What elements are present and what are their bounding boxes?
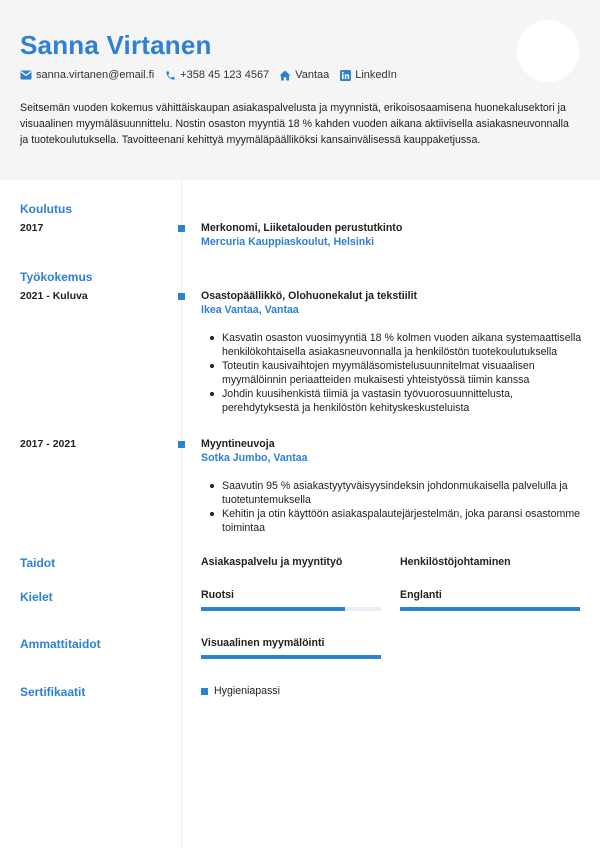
list-item: Toteutin kausivaihtojen myymäläsomistelusuunnitelmat visuaalisen myymälöinnin periaatteiden mukaisesti yhteistyössä tiimin kanssa	[222, 359, 582, 387]
square-bullet-icon	[201, 688, 208, 695]
list-item: Kehitin ja otin käyttöön asiakaspalautejärjestelmän, joka paransi osastomme toimintaa	[222, 508, 581, 534]
experience-date: 2017 - 2021	[20, 438, 77, 450]
contact-location	[279, 69, 329, 81]
language-name: Englanti	[400, 589, 442, 601]
education-school: Mercuria Kauppiaskoulut, Helsinki	[201, 236, 375, 248]
contact-email[interactable]	[20, 69, 154, 81]
envelope-icon	[20, 69, 32, 81]
language-level-fill	[201, 607, 345, 611]
timeline-marker	[178, 293, 185, 300]
professional-skill-level-fill	[201, 655, 381, 659]
email-text: sanna.virtanen@email.fi	[36, 69, 155, 81]
language-level-fill	[400, 607, 580, 611]
language-name: Ruotsi	[201, 589, 234, 601]
list-item: Saavutin 95 % asiakastyytyväisyysindeksin johdonmukaisella palvelulla ja tuotetuntemuksella	[222, 479, 582, 507]
timeline-marker	[178, 225, 185, 232]
skill-item: Henkilöstöjohtaminen	[400, 556, 511, 568]
education-degree: Merkonomi, Liiketalouden perustutkinto	[201, 222, 403, 234]
experience-company: Sotka Jumbo, Vantaa	[201, 452, 308, 464]
professional-skill-name: Visuaalinen myymälöinti	[201, 637, 325, 649]
language-level-bar	[201, 607, 381, 611]
list-item: Kasvatin osaston vuosimyyntiä 18 % kolmen vuoden aikana systemaattisella henkilökohtaisella asiakasneuvonnalla ja henkilöstön tuotekoulutuksella	[222, 332, 582, 358]
certificate-name: Hygieniapassi	[214, 685, 280, 697]
home-icon	[279, 69, 291, 81]
education-date: 2017	[20, 222, 44, 234]
language-level-bar	[400, 607, 580, 611]
section-title-certificates: Sertifikaatit	[20, 685, 86, 699]
candidate-name: Sanna Virtanen	[20, 30, 212, 60]
contact-phone[interactable]	[164, 69, 269, 81]
experience-role: Osastopäällikkö, Olohuonekalut ja tekstiilit	[201, 290, 418, 302]
experience-bullets	[222, 331, 582, 415]
linkedin-text: LinkedIn	[355, 69, 397, 81]
section-title-skills: Taidot	[20, 556, 56, 570]
certificate-item	[201, 685, 280, 697]
contact-row	[20, 69, 407, 81]
contact-linkedin[interactable]	[339, 69, 397, 81]
timeline-marker	[178, 441, 185, 448]
profile-photo-placeholder	[517, 20, 579, 82]
list-item: Johdin kuusihenkistä tiimiä ja vastasin työvuorosuunnittelusta, perehdytyksestä ja henkilöstön kehityskeskusteluista	[222, 387, 582, 415]
header-band	[0, 0, 600, 180]
column-divider	[181, 180, 182, 848]
professional-skill-level-bar	[201, 655, 381, 659]
section-title-experience: Työkokemus	[20, 270, 93, 284]
experience-date: 2021 - Kuluva	[20, 290, 88, 302]
phone-text: +358 45 123 4567	[180, 69, 270, 81]
linkedin-icon	[339, 69, 351, 81]
experience-company: Ikea Vantaa, Vantaa	[201, 304, 299, 316]
profile-summary: Seitsemän vuoden kokemus vähittäiskaupan asiakaspalvelusta ja myynnistä, erikoisosaamisena huonekalusektori ja visuaalinen myymäläsuunnittelu. Nostin osaston myyntiä 18 % kahden vuoden aikana aktiivisella asiakasneuvonnalla ja tuotekoulutuksella. Tavoitteenani kehittyä myymäläpäälliköksi kansainvälisessä kauppaketjussa.	[20, 102, 569, 146]
phone-icon	[164, 69, 176, 81]
skill-item: Asiakaspalvelu ja myyntityö	[201, 556, 343, 568]
section-title-languages: Kielet	[20, 590, 53, 604]
location-text: Vantaa	[295, 69, 330, 81]
section-title-professional-skills: Ammattitaidot	[20, 637, 101, 651]
experience-bullets	[222, 479, 582, 535]
experience-role: Myyntineuvoja	[201, 438, 275, 450]
section-title-education: Koulutus	[20, 202, 72, 216]
